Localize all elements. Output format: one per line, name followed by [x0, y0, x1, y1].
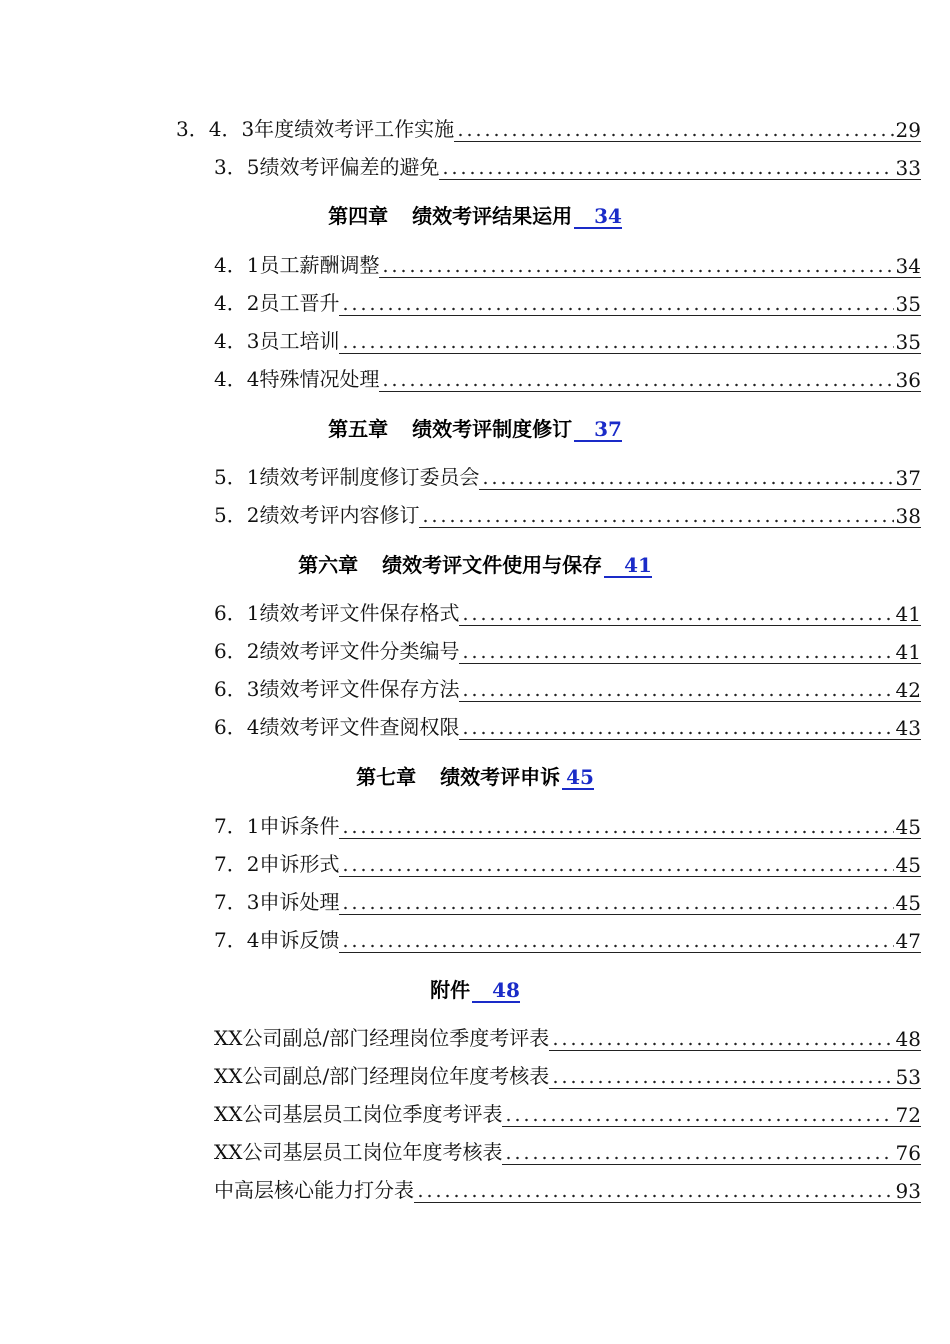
toc-entry-label: 4．1员工薪酬调整	[214, 253, 380, 277]
toc-entry-label: 4．4特殊情况处理	[214, 367, 380, 391]
toc-page-number: 53	[895, 1065, 921, 1089]
toc-entry-link[interactable]	[502, 1104, 921, 1127]
leader-dots	[481, 481, 893, 485]
toc-entry-label: 6．4绩效考评文件查阅权限	[214, 715, 460, 739]
toc-entry-link[interactable]	[459, 717, 921, 740]
toc-entry-link[interactable]	[549, 1066, 921, 1089]
toc-entry-7-1[interactable]	[0, 811, 921, 841]
toc-page-number: 42	[895, 678, 921, 702]
toc-entry-7-3[interactable]	[0, 887, 921, 917]
toc-page-number: 29	[895, 118, 921, 142]
toc-page-number: 35	[895, 330, 921, 354]
toc-entry-label: XX公司基层员工岗位季度考评表	[214, 1102, 503, 1126]
chapter-number: 第五章	[328, 417, 389, 441]
toc-entry-3-5[interactable]	[0, 152, 921, 182]
toc-page-number: 47	[895, 929, 921, 953]
toc-entry-label: XX公司副总/部门经理岗位年度考核表	[214, 1064, 550, 1088]
toc-page-number: 34	[895, 254, 921, 278]
toc-entry-label: XX公司副总/部门经理岗位季度考评表	[214, 1026, 550, 1050]
toc-entry-7-4[interactable]	[0, 925, 921, 955]
leader-dots	[504, 1118, 893, 1122]
toc-entry-attachment-3[interactable]	[0, 1099, 921, 1129]
toc-entry-label: 3．4．3年度绩效考评工作实施	[176, 117, 455, 141]
leader-dots	[461, 655, 893, 659]
toc-page-number: 45	[895, 891, 921, 915]
toc-entry-4-2[interactable]	[0, 288, 921, 318]
chapter-title: 绩效考评制度修订	[412, 417, 573, 441]
toc-entry-label: 7．4申诉反馈	[214, 928, 340, 952]
leader-dots	[421, 519, 893, 523]
attachments-page-link[interactable]: 48	[472, 979, 520, 1003]
toc-entry-label: 6．3绩效考评文件保存方法	[214, 677, 460, 701]
toc-entry-link[interactable]	[459, 679, 921, 702]
toc-chapter-7[interactable]	[0, 760, 950, 790]
attachments-title: 附件	[430, 978, 471, 1002]
leader-dots	[504, 1156, 893, 1160]
toc-page-number: 76	[895, 1141, 921, 1165]
toc-chapter-5[interactable]	[0, 412, 950, 442]
leader-dots	[456, 133, 893, 137]
chapter-page-link[interactable]: 41	[604, 554, 652, 578]
toc-entry-6-2[interactable]	[0, 636, 921, 666]
chapter-page-link[interactable]: 45	[562, 766, 594, 790]
toc-entry-7-2[interactable]	[0, 849, 921, 879]
leader-dots	[381, 383, 893, 387]
leader-dots	[341, 307, 893, 311]
toc-page-number: 48	[895, 1027, 921, 1051]
leader-dots	[461, 731, 893, 735]
leader-dots	[341, 944, 893, 948]
toc-entry-attachment-4[interactable]	[0, 1137, 921, 1167]
toc-attachments[interactable]	[0, 973, 950, 1003]
toc-entry-4-4[interactable]	[0, 364, 921, 394]
toc-entry-label: 4．2员工晋升	[214, 291, 340, 315]
toc-page-number: 93	[895, 1179, 921, 1203]
toc-entry-label: 7．2申诉形式	[214, 852, 340, 876]
toc-chapter-4[interactable]	[0, 199, 950, 229]
toc-entry-5-1[interactable]	[0, 462, 921, 492]
toc-page-number: 35	[895, 292, 921, 316]
toc-entry-4-1[interactable]	[0, 250, 921, 280]
toc-page-number: 45	[895, 815, 921, 839]
leader-dots	[551, 1042, 893, 1046]
toc-entry-link[interactable]	[454, 119, 921, 142]
toc-entry-link[interactable]	[339, 816, 921, 839]
toc-chapter-6[interactable]	[0, 548, 950, 578]
toc-entry-link[interactable]	[339, 331, 921, 354]
chapter-title: 绩效考评结果运用	[412, 204, 573, 228]
leader-dots	[341, 345, 893, 349]
toc-entry-5-2[interactable]	[0, 500, 921, 530]
toc-entry-6-4[interactable]	[0, 712, 921, 742]
toc-entry-label: 7．1申诉条件	[214, 814, 340, 838]
toc-entry-link[interactable]	[459, 641, 921, 664]
leader-dots	[416, 1194, 894, 1198]
toc-entry-6-1[interactable]	[0, 598, 921, 628]
toc-entry-link[interactable]	[339, 854, 921, 877]
chapter-number: 第四章	[328, 204, 389, 228]
chapter-page-link[interactable]: 37	[574, 418, 622, 442]
chapter-number: 第七章	[356, 765, 417, 789]
toc-entry-attachment-1[interactable]	[0, 1023, 921, 1053]
leader-dots	[461, 617, 893, 621]
leader-dots	[461, 693, 893, 697]
toc-entry-link[interactable]	[379, 369, 921, 392]
chapter-number: 第六章	[298, 553, 359, 577]
toc-entry-link[interactable]	[549, 1028, 921, 1051]
toc-page-number: 72	[895, 1103, 921, 1127]
toc-entry-link[interactable]	[502, 1142, 921, 1165]
toc-entry-label: 5．1绩效考评制度修订委员会	[214, 465, 480, 489]
chapter-title: 绩效考评申诉	[440, 765, 561, 789]
leader-dots	[551, 1080, 893, 1084]
toc-entry-3-4-3[interactable]	[0, 114, 921, 144]
leader-dots	[341, 906, 893, 910]
toc-entry-link[interactable]	[414, 1180, 921, 1203]
toc-entry-label: 中高层核心能力打分表	[214, 1178, 414, 1202]
toc-entry-label: 7．3申诉处理	[214, 890, 340, 914]
toc-entry-6-3[interactable]	[0, 674, 921, 704]
toc-entry-link[interactable]	[419, 505, 921, 528]
toc-entry-link[interactable]	[339, 892, 921, 915]
toc-entry-label: 6．2绩效考评文件分类编号	[214, 639, 460, 663]
leader-dots	[341, 830, 893, 834]
toc-entry-link[interactable]	[479, 467, 921, 490]
toc-page-number: 41	[895, 640, 921, 664]
toc-entry-link[interactable]	[379, 255, 921, 278]
toc-entry-label: 5．2绩效考评内容修订	[214, 503, 420, 527]
leader-dots	[381, 269, 893, 273]
toc-entry-label: 6．1绩效考评文件保存格式	[214, 601, 460, 625]
toc-page-number: 45	[895, 853, 921, 877]
toc-page-number: 37	[895, 466, 921, 490]
toc-page-number: 41	[895, 602, 921, 626]
toc-page-number: 33	[895, 156, 921, 180]
toc-entry-link[interactable]	[339, 293, 921, 316]
toc-entry-label: 4．3员工培训	[214, 329, 340, 353]
toc-entry-label: 3．5绩效考评偏差的避免	[214, 155, 440, 179]
chapter-page-link[interactable]: 34	[574, 205, 622, 229]
toc-entry-attachment-5[interactable]	[0, 1175, 921, 1205]
leader-dots	[341, 868, 893, 872]
chapter-title: 绩效考评文件使用与保存	[382, 553, 603, 577]
toc-entry-link[interactable]	[459, 603, 921, 626]
toc-entry-4-3[interactable]	[0, 326, 921, 356]
toc-entry-link[interactable]	[339, 930, 921, 953]
toc-page-number: 38	[895, 504, 921, 528]
toc-entry-link[interactable]	[439, 157, 921, 180]
toc-page-number: 43	[895, 716, 921, 740]
toc-page-number: 36	[895, 368, 921, 392]
toc-entry-attachment-2[interactable]	[0, 1061, 921, 1091]
toc-entry-label: XX公司基层员工岗位年度考核表	[214, 1140, 503, 1164]
leader-dots	[441, 171, 893, 175]
